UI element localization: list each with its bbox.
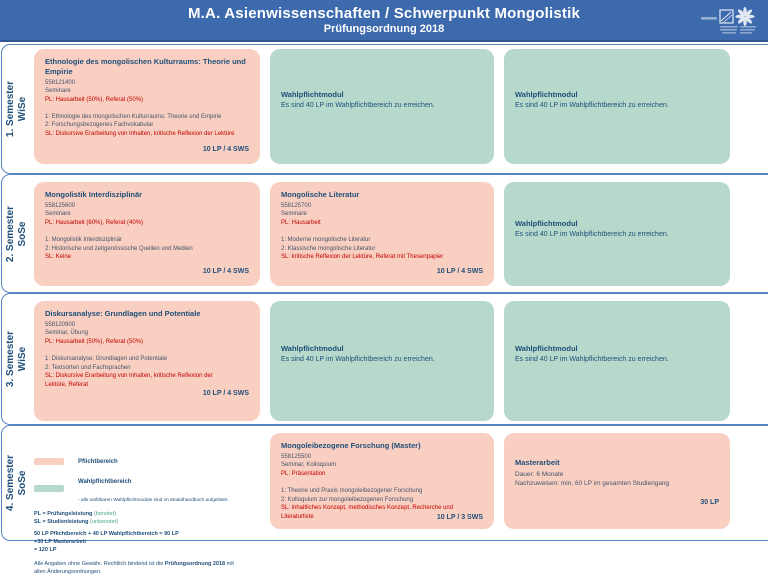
semester-label-1: 1. Semester WiSe (5, 80, 28, 138)
module-card-masterarbeit (504, 433, 730, 529)
semester-label-2: 2. Semester SoSe (5, 205, 28, 262)
page-title: M.A. Asienwissenschaften / Schwerpunkt Mongolistik (187, 5, 580, 22)
module-sl: SL: Diskursive Erarbeitung von Inhalten, kritische Reflexion der Lektüre (45, 130, 235, 137)
wahlpflicht-card (270, 49, 494, 164)
module-pl: PL: Hausarbeit (50%), Referat (50%) (45, 96, 144, 103)
wahlpflicht-title: Wahlpflichtmodul (515, 344, 578, 354)
module-title: Masterarbeit (515, 457, 560, 467)
module-card-literatur (270, 182, 494, 286)
module-part-2: 2: Kolloquium zur mongoleibezogenen Forschung (281, 496, 414, 503)
semester-row-1 (1, 44, 768, 174)
module-part-1: 1: Moderne mongolische Literatur (281, 236, 371, 243)
header-bar (0, 0, 768, 42)
module-card-diskursanalyse (34, 301, 260, 421)
legend-wahlpflicht-note: - alle wählbaren Wahlpflichtmodule sind im Modulhandbuch aufgelistet. (78, 498, 229, 503)
wahlpflicht-card (504, 49, 730, 164)
wahlpflicht-title: Wahlpflichtmodul (281, 344, 344, 354)
module-title: Mongolische Literatur (281, 190, 360, 199)
module-code: 558125500 (281, 453, 312, 460)
module-format: Seminare (45, 88, 71, 95)
module-credits: 10 LP / 4 SWS (202, 268, 249, 275)
legend-swatch-wahlpflicht (34, 485, 64, 492)
module-credits: 30 LP (700, 499, 719, 507)
module-code: 558120900 (45, 321, 76, 328)
legend-disclaimer: Alle Angaben ohne Gewähr. Rechtlich bindend ist die Prüfungsordnung 2018 mit allen Änderungsordnungen. (34, 561, 234, 575)
module-pl: PL: Hausarbeit (60%), Referat (40%) (45, 220, 144, 227)
wahlpflicht-title: Wahlpflichtmodul (515, 90, 578, 100)
module-credits: 10 LP / 4 SWS (202, 390, 249, 397)
module-pl: PL: Präsentation (281, 471, 326, 478)
masterarbeit-dauer: Dauer: 6 Monate (515, 470, 564, 478)
semester-row-4 (1, 425, 768, 575)
legend-pflicht-label: Pflichtbereich (78, 458, 118, 465)
module-part-2: 2: Textsorten und Fachsprachen (45, 364, 131, 371)
legend-swatch-pflicht (34, 458, 64, 465)
module-format: Seminar, Kolloquium (281, 462, 337, 469)
module-card-ethnologie (34, 49, 260, 164)
module-code: 558121400 (45, 79, 76, 86)
wahlpflicht-card (504, 182, 730, 286)
semester-label-3: 3. Semester WiSe (5, 330, 28, 388)
module-title: Diskursanalyse: Grundlagen und Potentiale (45, 309, 201, 318)
module-part-2: 2: Klassische mongolische Literatur (281, 245, 376, 252)
wahlpflicht-text: Es sind 40 LP im Wahlpflichtbereich zu erreichen. (515, 230, 669, 238)
wahlpflicht-text: Es sind 40 LP im Wahlpflichtbereich zu erreichen. (281, 355, 435, 363)
legend-lp-calculation: 50 LP Pflichtbereich + 40 LP Wahlpflichtbereich = 90 LP +30 LP Masterarbeit = 120 LP (34, 531, 179, 554)
module-part-2: 2: Historische und zeitgenössische Quellen und Medien (45, 245, 193, 252)
module-card-forschung (270, 433, 494, 529)
module-title: Ethnologie des mongolischen Kulturraums: Theorie und Empirie (45, 57, 246, 76)
wahlpflicht-card (504, 301, 730, 421)
module-format: Seminar, Übung (45, 330, 89, 337)
module-code: 558125700 (281, 202, 312, 209)
legend-sl-abbr: SL = Studienleistung (unbenotet) (34, 518, 119, 525)
semester-row-3 (1, 293, 768, 425)
module-part-1: 1: Diskursanalyse: Grundlagen und Potentiale (45, 355, 168, 362)
module-credits: 10 LP / 3 SWS (436, 514, 483, 521)
semester-row-2 (1, 174, 768, 293)
legend (34, 458, 264, 577)
legend-wahlpflicht-label: Wahlpflichtbereich (78, 479, 132, 485)
wahlpflicht-title: Wahlpflichtmodul (281, 90, 344, 100)
semester-label-4: 4. Semester SoSe (5, 454, 28, 512)
module-sl: SL: inhaltliches Konzept, methodisches Konzept, Recherche und Literaturliste (281, 505, 454, 520)
module-part-2: 2: Forschungsbezogenes Fachvokabular (45, 122, 154, 129)
module-credits: 10 LP / 4 SWS (436, 268, 483, 275)
module-card-interdisziplinaer (34, 182, 260, 286)
module-pl: PL: Hausarbeit (50%), Referat (50%) (45, 339, 144, 346)
wahlpflicht-text: Es sind 40 LP im Wahlpflichtbereich zu erreichen. (281, 101, 435, 109)
page-subtitle: Prüfungsordnung 2018 (323, 23, 445, 35)
module-credits: 10 LP / 4 SWS (202, 146, 249, 153)
module-sl: SL: Keine (45, 254, 72, 261)
module-part-1: 1: Mongolistik Interdisziplinär (45, 236, 123, 243)
uni-flower-icon (735, 7, 754, 26)
module-part-1: 1: Theorie und Praxis mongoleibezogener Forschung (281, 487, 423, 494)
module-format: Seminare (45, 211, 71, 218)
wahlpflicht-text: Es sind 40 LP im Wahlpflichtbereich zu erreichen. (515, 101, 669, 109)
module-part-1: 1: Ethnologie des mongolischen Kulturraums: Theorie und Empirie (45, 113, 222, 120)
wahlpflicht-card (270, 301, 494, 421)
module-title: Mongoleibezogene Forschung (Master) (281, 441, 421, 450)
module-title: Mongolistik Interdisziplinär (45, 190, 143, 199)
masterarbeit-nachweis: Nachzuweisen: min. 60 LP im gesamten Studiengang (515, 480, 670, 488)
module-pl: PL: Hausarbeit (281, 220, 321, 227)
uni-seal-icon (720, 10, 733, 23)
university-logo (700, 5, 762, 37)
legend-pl-abbr: PL = Prüfungsleistung (benotet) (34, 511, 116, 517)
module-sl: SL: Diskursive Erarbeitung von Inhalten, kritische Reflexion der Lektüre, Referat (45, 373, 213, 388)
module-sl: SL: kritische Reflexion der Lektüre, Referat mit Thesenpapier (281, 254, 444, 261)
logo-caption-lines (720, 26, 756, 34)
module-code: 558125600 (45, 202, 76, 209)
wahlpflicht-text: Es sind 40 LP im Wahlpflichtbereich zu erreichen. (515, 355, 669, 363)
module-format: Seminare (281, 211, 307, 218)
wahlpflicht-title: Wahlpflichtmodul (515, 219, 578, 229)
